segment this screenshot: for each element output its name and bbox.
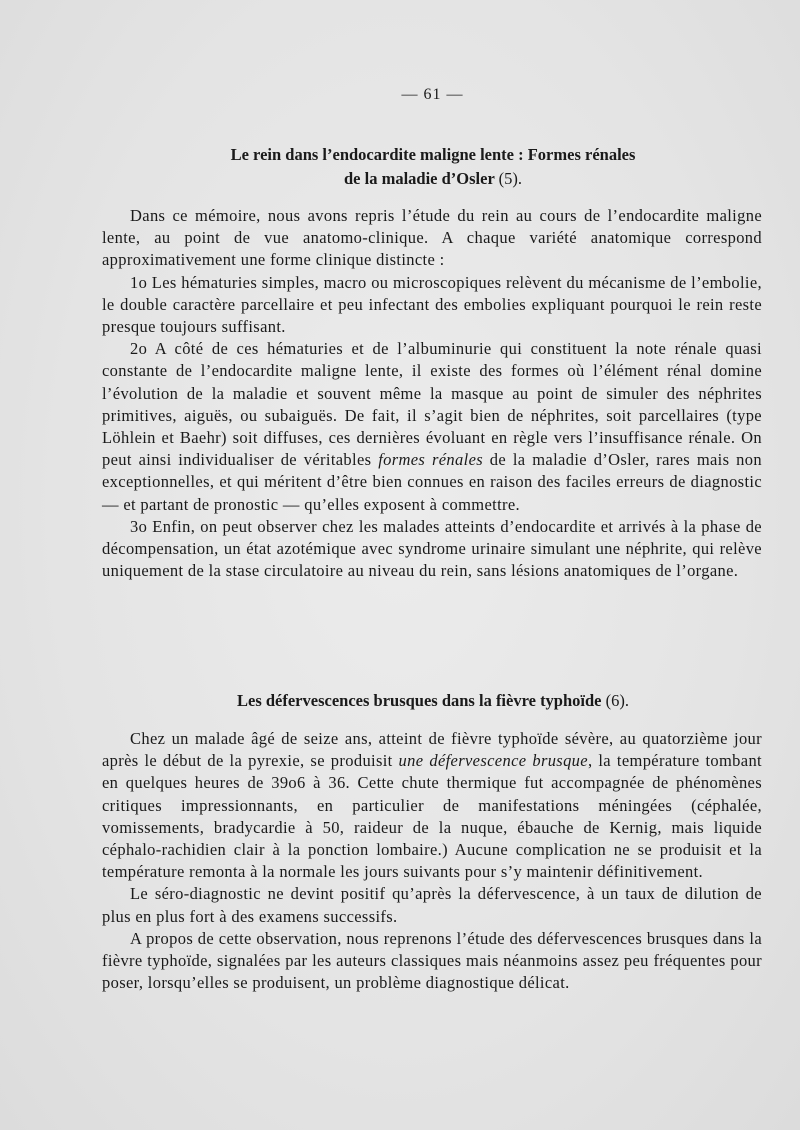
section-body-rein — [102, 205, 762, 582]
paragraph-point-2-italic: formes rénales — [378, 450, 484, 470]
section-title-reference: (6). — [605, 691, 629, 710]
section-title-text: Les défervescences brusques dans la fièvre typhoïde — [236, 691, 602, 710]
paragraph-observation — [102, 728, 762, 883]
paragraph-point-2-text-a: 2o A côté de ces hématuries et de l’albuminurie qui constituent la note rénale quasi constante de l’endocardite maligne lente, il existe des formes où l’élément rénal domine l’évolution de la maladie et souvent même la masque au point de simuler des néphrites primitives, aiguës, ou subaiguës. De fait, il s’agit bien de néphrites, soit parcellaires (type Löhlein et Baehr) soit diffuses, ces dernières évoluant en règle vers l’insuffisance rénale. On peut ainsi individualiser de véritables — [102, 339, 762, 470]
section-title-typhoide — [100, 689, 766, 713]
paragraph-point-2 — [102, 338, 762, 516]
paragraph-serodiagnostic: Le séro-diagnostic ne devint positif qu’après la défervescence, à un taux de dilution de plus en plus fort à des examens successifs. — [102, 884, 762, 926]
section-title-line-2: de la maladie d’Osler — [344, 169, 495, 188]
paragraph-point-3: 3o Enfin, on peut observer chez les malades atteints d’endocardite et arrivés à la phase de décompensation, un état azotémique avec syndrome urinaire simulant une néphrite, qui relève uniquement de la stase circulatoire au niveau du rein, sans lésions anatomiques de l’organe. — [102, 516, 762, 581]
section-title-rein — [100, 143, 766, 191]
paragraph-observation-text-a: Chez un malade âgé de seize ans, atteint de fièvre typhoïde sévère, au quatorzième jour après le début de la pyrexie, se produisit — [102, 729, 762, 771]
section-body-typhoide — [102, 728, 762, 994]
paragraph-conclusion: A propos de cette observation, nous reprenons l’étude des défervescences brusques dans la fièvre typhoïde, signalées par les auteurs classiques mais néanmoins assez peu fréquentes pour poser, lorsqu’elles se produisent, un problème diagnostique délicat. — [102, 928, 762, 993]
paragraph-point-1: 1o Les hématuries simples, macro ou microscopiques relèvent du mécanisme de l’embolie, le double caractère parcellaire et peu infectant des embolies expliquant pourquoi le rein reste presque toujours suffisant. — [102, 272, 762, 337]
paragraph-observation-italic: une défervescence brusque — [398, 751, 588, 771]
section-title-line-1: Le rein dans l’endocardite maligne lente : Formes rénales — [230, 145, 636, 164]
page-number: — 61 — — [401, 86, 464, 103]
paragraph-observation-text-b: , la température tombant en quelques heures de 39o6 à 36. Cette chute thermique fut accompagnée de phénomènes critiques impressionnants, en particulier de manifestations méningées (céphalée, vomissements, bradycardie à 50, raideur de la nuque, ébauche de Kernig, mais liquide céphalo-rachidien clair à la ponction lombaire.) Aucune complication ne se produisit et la température remonta à la normale les jours suivants pour s’y maintenir définitivement. — [102, 751, 762, 882]
section-title-reference: (5). — [498, 169, 522, 188]
paragraph-intro: Dans ce mémoire, nous avons repris l’étude du rein au cours de l’endocardite maligne lente, au point de vue anatomo-clinique. A chaque variété anatomique correspond approximativement une forme clinique distincte : — [102, 206, 762, 270]
paragraph-point-2-text-b: de la maladie d’Osler, rares mais non exceptionnelles, et qui méritent d’être bien connues en raison des faciles erreurs de diagnostic — et partant de pronostic — qu’elles exposent à commettre. — [102, 450, 762, 514]
